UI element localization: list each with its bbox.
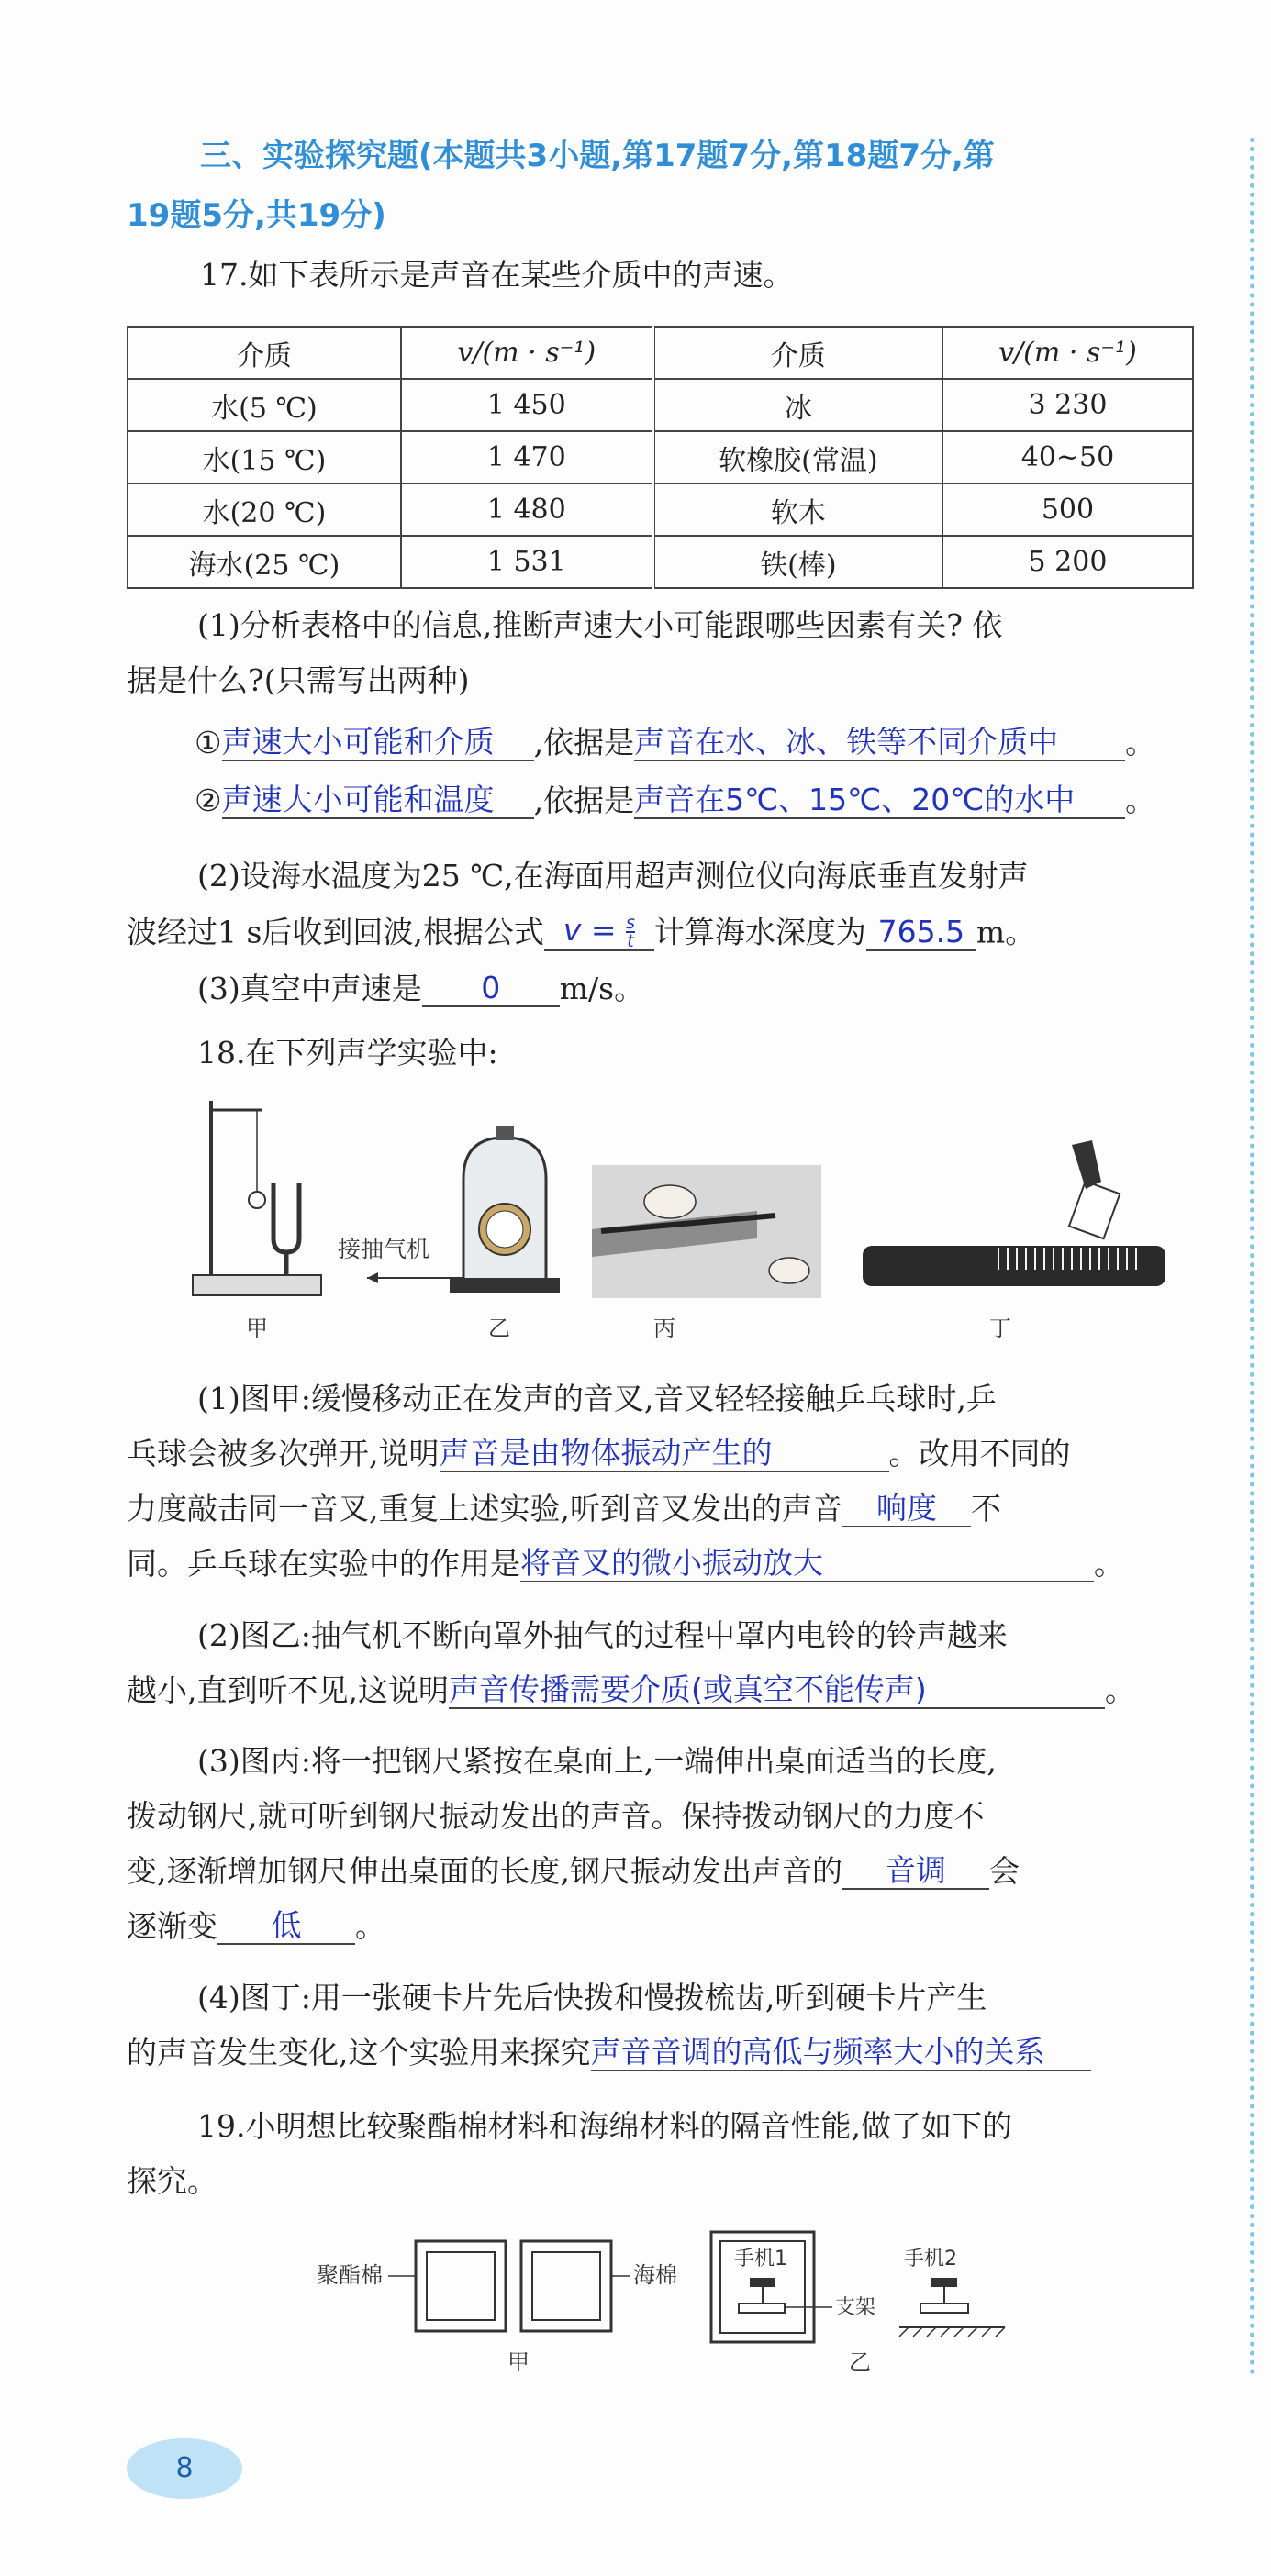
q17-part2-cont	[127, 913, 1035, 951]
q17-part1: (1)分析表格中的信息,推断声速大小可能跟哪些因素有关? 依	[197, 607, 1003, 643]
part3-unit: m/s。	[559, 971, 645, 1006]
part4-text: 的声音发生变化,这个实验用来探究	[127, 2035, 591, 2071]
table-cell: 5 200	[942, 536, 1193, 588]
label-polyester: 聚酯棉	[317, 2262, 383, 2288]
table-row	[128, 379, 1193, 431]
q19-stem-cont: 探究。	[127, 2163, 217, 2199]
answer-factor-1: 声速大小可能和介质	[222, 725, 534, 761]
part2-text: 波经过1 s后收到回波,根据公式	[127, 914, 544, 950]
part3-text-post: 会	[988, 1853, 1020, 1889]
q17-part2: (2)设海水温度为25 ℃,在海面用超声测位仪向海底垂直发射声	[197, 858, 1029, 894]
depth-answer: 765.5	[866, 915, 976, 951]
q19-stem: 19.小明想比较聚酯棉材料和海绵材料的隔音性能,做了如下的	[197, 2108, 1012, 2144]
caption-b: 乙	[488, 1316, 510, 1341]
q18-part4-cont	[127, 2035, 1091, 2071]
part3-text: 变,逐渐增加钢尺伸出桌面的长度,钢尺振动发出声音的	[127, 1853, 842, 1889]
part2-mid: 计算海水深度为	[653, 914, 866, 950]
q18-part1-line3	[127, 1491, 1001, 1527]
speed-table	[127, 326, 1194, 589]
table-cell: 1 470	[401, 431, 653, 483]
loudness-answer: 响度	[842, 1491, 971, 1527]
pump-label: 接抽气机	[338, 1236, 430, 1262]
part2-text-post: 。	[1104, 1672, 1135, 1708]
figure-comb	[861, 1136, 1173, 1301]
depth-unit: m。	[976, 914, 1036, 950]
table-cell: 水(20 ℃)	[128, 483, 401, 536]
table-cell: 40~50	[942, 431, 1193, 483]
answer-mid: ,依据是	[533, 783, 635, 818]
part1-text: 乓球会被多次弹开,说明	[127, 1436, 440, 1471]
page-number: 8	[127, 2438, 242, 2499]
caption-d: 丁	[989, 1316, 1011, 1341]
q18-part4: (4)图丁:用一张硬卡片先后快拨和慢拨梳齿,听到硬卡片产生	[197, 1980, 987, 2015]
vibration-answer: 声音是由物体振动产生的	[440, 1436, 889, 1472]
figure-ruler	[592, 1165, 826, 1301]
table-cell: 3 230	[942, 379, 1193, 431]
answer-factor-2: 声速大小可能和温度	[222, 783, 534, 819]
answer-end: 。	[1125, 725, 1156, 761]
figure-bell-jar	[349, 1124, 569, 1298]
table-cell: 海水(25 ℃)	[128, 536, 401, 588]
answer-marker: ②	[195, 783, 222, 818]
table-cell: 软橡胶(常温)	[653, 431, 942, 483]
formula-denominator: t	[627, 930, 634, 951]
table-row	[128, 536, 1193, 588]
label-phone1: 手机1	[734, 2248, 787, 2271]
table-header: 介质	[128, 327, 401, 379]
table-cell: 水(15 ℃)	[128, 431, 401, 483]
table-cell: 水(5 ℃)	[128, 379, 401, 431]
table-cell: 冰	[653, 379, 942, 431]
table-header: v/(m · s⁻¹)	[401, 327, 653, 379]
section-title-cont: 19题5分,共19分)	[127, 197, 386, 234]
table-row	[128, 431, 1193, 483]
q18-part3-line3	[127, 1853, 1020, 1890]
answer-mid: ,依据是	[533, 725, 635, 761]
table-header-row	[128, 327, 1193, 379]
table-cell: 铁(棒)	[653, 536, 942, 588]
table-header: v/(m · s⁻¹)	[942, 327, 1193, 379]
frequency-answer: 声音音调的高低与频率大小的关系	[591, 2035, 1091, 2071]
q18-part3: (3)图丙:将一把钢尺紧按在桌面上,一端伸出桌面适当的长度,	[197, 1743, 997, 1779]
q17-answer2	[195, 783, 1155, 819]
part1-text-post: 。	[1094, 1546, 1124, 1582]
part1-text-post: 不	[970, 1491, 1001, 1527]
table-cell: 1 480	[401, 483, 653, 536]
q18-part1: (1)图甲:缓慢移动正在发声的音叉,音叉轻轻接触乒乓球时,乒	[197, 1381, 997, 1416]
caption-a: 甲	[246, 1316, 268, 1341]
q18-part2: (2)图乙:抽气机不断向罩外抽气的过程中罩内电铃的铃声越来	[197, 1617, 1008, 1653]
q18-stem: 18.在下列声学实验中:	[197, 1035, 498, 1071]
figure-sound-insulation	[307, 2225, 1023, 2381]
part2-text: 越小,直到听不见,这说明	[127, 1672, 449, 1708]
label-sponge: 海棉	[633, 2262, 677, 2288]
caption-fig-a: 甲	[507, 2349, 530, 2375]
caption-c: 丙	[653, 1316, 675, 1341]
label-phone2: 手机2	[904, 2248, 957, 2271]
table-cell: 1 450	[401, 379, 653, 431]
ball-role-answer: 将音叉的微小振动放大	[520, 1546, 1094, 1582]
table-cell: 软木	[653, 483, 942, 536]
q18-part2-cont	[127, 1672, 1135, 1709]
q18-part3-line2: 拨动钢尺,就可听到钢尺振动发出的声音。保持拨动钢尺的力度不	[127, 1798, 985, 1834]
answer-basis-2: 声音在5℃、15℃、20℃的水中	[634, 783, 1125, 819]
table-cell: 1 531	[401, 536, 653, 588]
answer-marker: ①	[195, 725, 222, 761]
low-answer: 低	[217, 1908, 355, 1945]
page-border-dots	[1250, 138, 1254, 2376]
pitch-answer: 音调	[842, 1853, 989, 1890]
q17-part3	[197, 971, 644, 1007]
vacuum-speed-answer: 0	[422, 971, 560, 1007]
part1-text: 力度敲击同一音叉,重复上述实验,听到音叉发出的声音	[127, 1491, 842, 1527]
caption-fig-b: 乙	[849, 2349, 871, 2375]
q18-part3-line4	[127, 1908, 385, 1945]
answer-basis-1: 声音在水、冰、铁等不同介质中	[634, 725, 1125, 761]
part3-text: (3)真空中声速是	[197, 971, 422, 1006]
part3-text: 逐渐变	[127, 1908, 217, 1944]
table-header: 介质	[653, 327, 942, 379]
part3-text-post: 。	[355, 1908, 385, 1944]
section-title: 三、实验探究题(本题共3小题,第17题7分,第18题7分,第	[200, 138, 995, 174]
table-cell: 500	[942, 483, 1193, 536]
q17-stem: 17.如下表所示是声音在某些介质中的声速。	[200, 257, 794, 293]
part1-text-post: 。改用不同的	[888, 1436, 1071, 1471]
figure-tuning-fork	[184, 1092, 358, 1303]
q17-part1-cont: 据是什么?(只需写出两种)	[127, 662, 470, 698]
q18-part1-cont	[127, 1436, 1071, 1472]
part1-text: 同。乒乓球在实验中的作用是	[127, 1546, 520, 1582]
medium-answer: 声音传播需要介质(或真空不能传声)	[449, 1672, 1105, 1709]
q18-part1-line4	[127, 1546, 1124, 1582]
table-row	[128, 483, 1193, 536]
q17-answer1	[195, 725, 1155, 761]
formula-blank	[544, 913, 654, 951]
label-stand: 支架	[835, 2296, 876, 2319]
answer-end: 。	[1125, 783, 1156, 818]
formula-numerator: s	[626, 912, 635, 933]
formula-lhs: v =	[563, 912, 617, 948]
